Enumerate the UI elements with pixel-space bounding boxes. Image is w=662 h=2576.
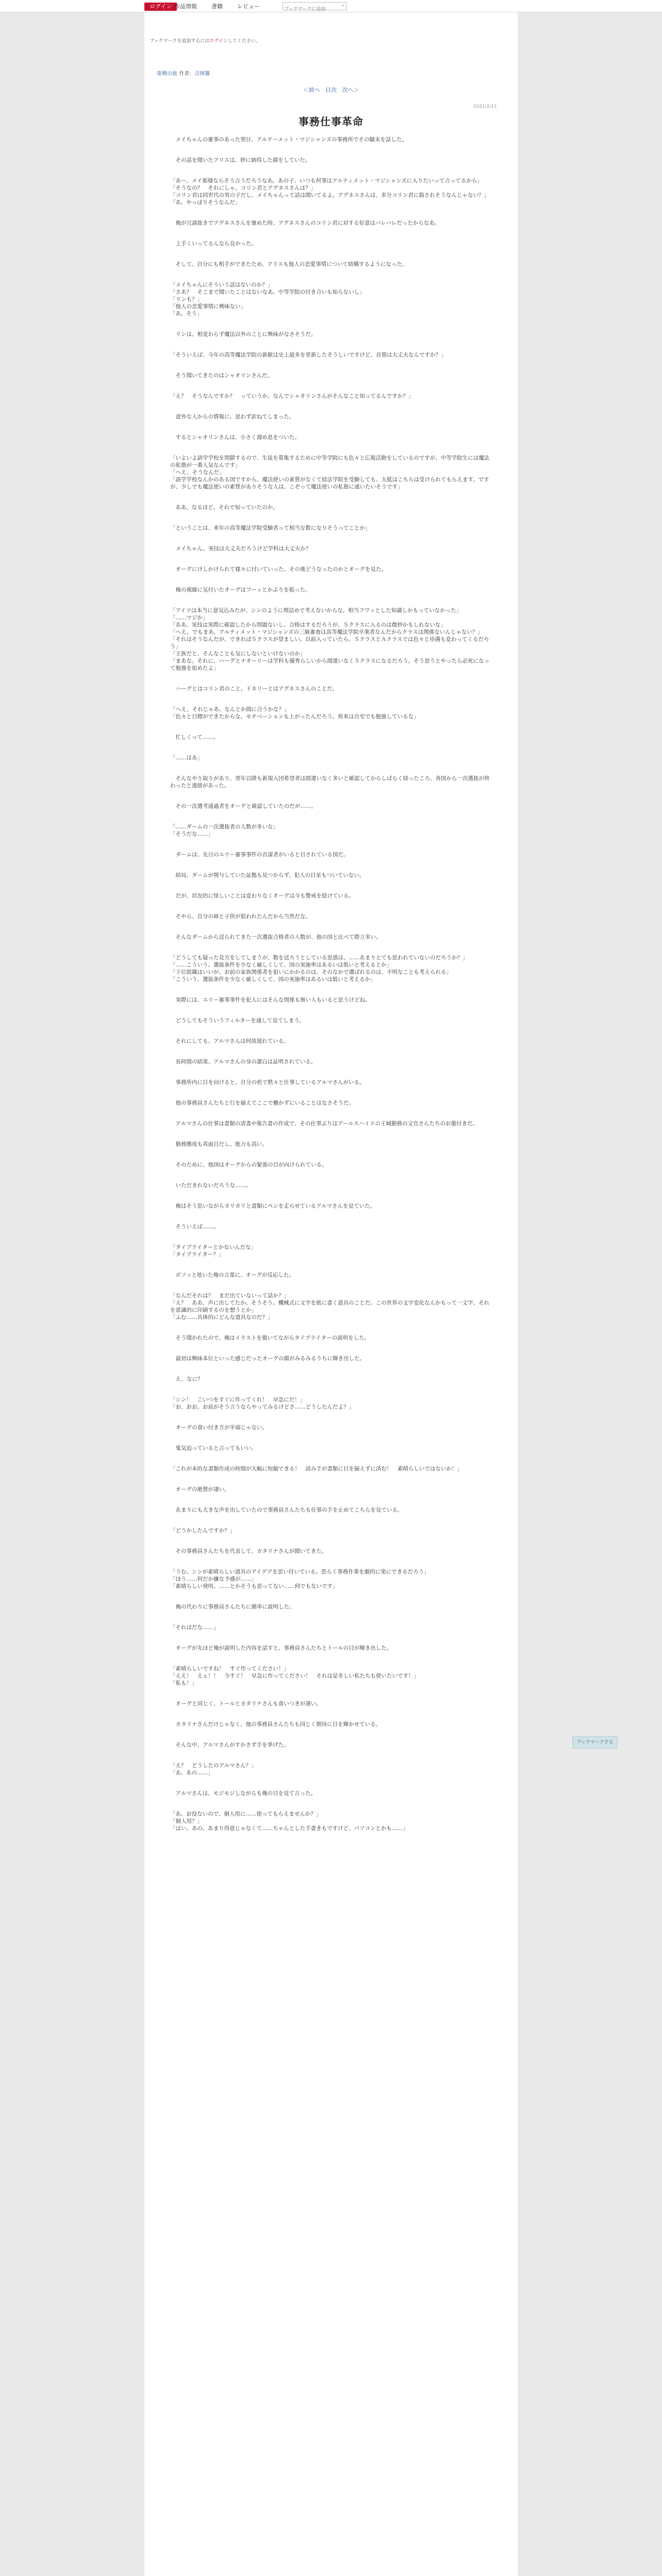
nav-item-books[interactable]: 書籍 <box>211 3 223 10</box>
paragraph: ダームは、先日のエリー審事事件の首謀者がいると目されている国だ。 <box>170 852 349 858</box>
search-input[interactable] <box>283 6 339 13</box>
paragraph: その一次選考通過者をオーグと確認していたのだが……。 <box>170 803 317 809</box>
paragraph: 「メイちゃんにそういう話はないのか？」 「さあ？ そこまで聞いたことはないなあ。中等学院の付き合いも知らないし」 「リンも？」 「他人の恋愛事情に興味ない」 「あ、そう」 <box>170 282 365 317</box>
paragraph: アルマさんは、モジモジしながらも俺の目を見て言った。 <box>170 1790 317 1797</box>
search-box[interactable] <box>283 2 346 10</box>
main-content <box>144 12 518 2576</box>
paragraph: 「これが本的な書類作成の時間が大幅に短縮できる！ 読み手が書類に目を揃えずに済む！ 素晴らしいではないか！」 <box>170 1466 462 1472</box>
paragraph: 「アイツは本当に意気込みたが、シンのように理詰めで考えないからな。相当フワッとした知識しかもっていなかった」 「……マジか」 「ああ、実技は実際に確認したから問題ないし、合格はするだろうが、Ｓクラスに入るのは微妙かもしれないな」 「へえ、でもまあ、アルティメット・マジシャンズの三級審査は高等魔法学院卒業者なんだからクラスは関係ないんじゃない？」 「それはそうなんだが、できればＳクラスが望ましい。以前入っていたら、ＳクラスとＡクラスでは色々と待遇も変わってくるだろう」 「王族だと、そんなことも気にしないといけないのか」 「まあな。それに、ハーグとナオーリーは学科も優秀らしいから間違いなくＳクラスになるだろう。そう思うとやったら必死になって勉強を始めたよ」 <box>170 607 490 671</box>
paragraph: 鬼気迫っていると言ってもいい。 <box>170 1445 257 1451</box>
paragraph: そして、自分にも相手ができたため、アリスも他人の恋愛事情について結構するようになった。 <box>170 261 408 267</box>
paragraph: そのために、他国はオーグからの緊張の目が向けられている。 <box>170 1162 327 1168</box>
paragraph: そういえば……。 <box>170 1224 219 1230</box>
notice-login-link[interactable]: ログイン <box>209 39 228 44</box>
paragraph: 意外な人からの情報に、思わず訳ねてしまった。 <box>170 414 295 420</box>
paragraph: 「へえ、それじゃあ、なんとか間に合うかな？」 「色々と目標ができたからな。モチベーションも上がったんだろう。将来は自宅でも勉強しているな」 <box>170 706 419 720</box>
paragraph: 俺はそう思いながらカリカリと書類にペンを走らせているアルマさんを見ていた。 <box>170 1203 376 1209</box>
paragraph: そう聞いてきたのはシャオリンさんだ。 <box>170 372 273 379</box>
paragraph: 勤務態度も真面目だし、能力も高い。 <box>170 1141 268 1147</box>
paragraph: そんなやり取りがあり、翌年以降も新規入団希望者は間違いなく多いと確認してからしばらく経ったころ、各国から一次選抜が終わったと連絡があった。 <box>170 775 490 789</box>
paragraph: カタリナさんだけじゃなく、他の事務員さんたちも同じく期待に目を輝かせている。 <box>170 1721 382 1727</box>
paragraph: オーグにけしかけられて様々に付いていった、その後どうなったのかとオーグを見た。 <box>170 566 387 572</box>
nav-item-works[interactable]: 作品情報 <box>174 3 197 10</box>
paragraph: 他の事務員さんたちと行を揃えてここで働かずにいることはなさそうだ。 <box>170 1100 354 1106</box>
paragraph: 「どうしても疑った見方をしてしまうが、数を送ろうとしている思惑は、……あまりとても思われていないのだろうか？」 「……こういう、選抜条件を少なく厳しくして、国の実施率はあるいは低いと考えるとか」 「下位組織はいいが、お前の家族関係者を狙いにかかるのは、そのなかで選ばれるのは、不明なことも考えられる」 「こういう、選抜条件を少なく厳しくして、国の実施率はあるいは低いと考えるか」 <box>170 955 468 982</box>
paragraph: 事務所内に目を向けると、自分の机で黙々と仕事しているアルマさんがいる。 <box>170 1079 365 1086</box>
paragraph: 「素晴らしいですね！ すぐ作ってください！」 「ええ！ えぇ！！ 今すぐ！ 早急に作ってください！ それは是非しい私たちも使いたいです！」 「私も！」 <box>170 1666 419 1686</box>
paragraph: するとシャオリンさんは、小さく溜め息をついた。 <box>170 434 300 440</box>
paragraph: その話を聞いたアリスは、妙に納得した顔をしていた。 <box>170 157 311 163</box>
breadcrumb-author-link[interactable]: 吉岡馨 <box>194 71 210 77</box>
notice-suffix: してください。 <box>227 39 260 44</box>
paragraph: 長時間の結果、アルマさんの身の潔白は証明されている。 <box>170 1059 317 1065</box>
paragraph: その事務員さんたちを代表して、カタリナさんが聞いてきた。 <box>170 1548 327 1554</box>
paragraph: オーグの絶賛が凄い。 <box>170 1486 230 1493</box>
paragraph: 実際には、エリー審事事件を犯人にはそんな関係も無い人もいると思うけどね。 <box>170 997 371 1003</box>
paragraph: 「え？ どうしたのアルマさん？」 「あ、あの……」 <box>170 1762 257 1776</box>
login-button[interactable]: ログイン <box>144 3 177 11</box>
paragraph: え、なに？ <box>170 1376 203 1382</box>
breadcrumb <box>157 69 210 77</box>
paragraph: そう聞かれたので、俺はイラストを描いてながらタイプライターの説明をした。 <box>170 1335 370 1341</box>
paragraph: どうしてもそういうフィルターを通して見てしまう。 <box>170 1018 305 1024</box>
paragraph: 「ということは、来年の高等魔法学院受験者って相当な数になりそうってことか」 <box>170 525 371 531</box>
paragraph: ああ、なるほど。それで知っていたのか。 <box>170 504 278 511</box>
paragraph: 「タイプライターとかないんだな」 「タイプライター？」 <box>170 1244 257 1258</box>
next-link[interactable]: 次へ＞ <box>342 87 359 93</box>
paragraph: ハーグとはコリン君のこと。ドネリーとはアグネスさんのことだ。 <box>170 686 338 692</box>
paragraph: 「そういえば、今年の高等魔法学院の新歓は史上最多を更新したそうしいですけど、首領は大丈夫なんですか？」 <box>170 352 446 358</box>
paragraph: そんなダームから送られてきた一次選抜合格者の人数が、他の国と比べて際立多い。 <box>170 934 382 940</box>
paragraph: そやら、自分の姉と子供が狙われたんだから当然だな。 <box>170 913 311 920</box>
paragraph: 結局、ダームが関与していた証拠も見つからず、犯人の目星もついていない。 <box>170 872 365 878</box>
paragraph: そんな中、アルマさんがすかさず手を挙げた。 <box>170 1742 289 1748</box>
paragraph: あまりにも大きな声を出していたので事務員さんたちも仕事の手を止めてこちらを見ている。 <box>170 1507 403 1513</box>
paragraph: 俺の代わりに事務員さんたちに簡単に説明した。 <box>170 1604 295 1610</box>
paragraph: メイちゃんの審事のあった翌日、アルテーメット・マジシャンズの事務所でその騒末を話した。 <box>170 137 407 143</box>
publish-date: 2021/2/11 <box>473 104 497 109</box>
paragraph: 「シン！ こいつをすぐに作ってくれ！ 早急にだ！」 「お、おお。お前がそう言うならやってみるけどさ……どうしたんだよ？」 <box>170 1397 354 1410</box>
paragraph: オーグの食い付き方が半端じゃない。 <box>170 1425 268 1431</box>
paragraph: 俺が冗談抜きでアグネスさんを褒めた時、アグネスさんのコリン君に対する好意はバレバレだったからなあ。 <box>170 220 440 226</box>
paragraph: オーグが先ほど俺が説明した内容を話すと、事務員さんたちとトールの目が輝き出した。 <box>170 1645 392 1651</box>
paragraph: 「……はあ」 <box>170 755 203 761</box>
notice-prefix: ブックマークを追加するには <box>150 39 210 44</box>
paragraph: 「あ、お役ないので、個人用に……使ってもらえませんか？」 「個人用？」 「はい。あの、あまり得意じゃなくて……ちゃんとした手書きもですけど、パソコンとかも……」 <box>170 1811 408 1832</box>
bookmark-button[interactable]: ブックマークする <box>572 1736 618 1749</box>
breadcrumb-series-link[interactable]: 重戦の旅 <box>157 71 177 77</box>
paragraph: 「それはだな……」 <box>170 1624 219 1631</box>
search-icon[interactable]: ⌕ <box>341 3 344 8</box>
paragraph: それにしても、アルマさんは何故遅れている。 <box>170 1038 289 1044</box>
nav-item-reviews[interactable]: レビュー <box>237 3 260 10</box>
paragraph: 「……ダームの一次選抜者の人数が多いな」 「そうだな……」 <box>170 824 278 837</box>
paragraph: オーグと同じく、トールとカタリナさんも食いつきが凄い。 <box>170 1701 322 1707</box>
paragraph: ボソッと呟いた俺の言葉に、オーグが反応した。 <box>170 1272 294 1278</box>
paragraph: 上手くいってるんなら良かった。 <box>170 241 257 247</box>
paragraph: リンは、相変わらず魔法以外のことに興味がなさそうだ。 <box>170 331 317 337</box>
paragraph: 「うむ。シンが素晴らしい道具のアイデアを思い付いている。恐らく事務作業を劇的に楽にできるだろう」 「ほう……何だか嫌な予感が……」 「素晴らしい発明、……とかそうも思ってない……何でもないです」 <box>170 1569 429 1589</box>
paragraph: 「いよいよ語学学校を閉鎖するので、生徒を募集するために中等学院にも色々と広報活動をしているのですが、中等学院生には魔法の私塾が一番人気なんです」 「へえ、そうなんだ」 「語学学校なんかのある国ですから、魔法使いの素質がなくて経法学院を受験しても、大抵はこちらは受けられてもらえます。ですが、少しでも魔法使いの素質がありそうな人は、こぞって魔法使いの私塾に通いたいそうです」 <box>170 455 490 490</box>
paragraph: メイちゃん、実技は大丈夫だろうけど学科は大丈夫か？ <box>170 546 311 552</box>
top-navigation-bar <box>0 0 662 12</box>
paragraph: 忙しくって……。 <box>170 734 219 740</box>
paragraph: 「あー、メイ姫様ならそう言うだろうなあ。あの子、いつも何事はアルティメット・マジシャンズに入りたいって言ってるから」 「そうなの？ それにしゃ、コリン君とアグネスさんは？」 「コリン君は同世代の男の子だし、メイちゃんって話は聞いてるよ。アグネスさんは、多分コリン君に殺されそうなんじゃない？」 「あ、やっぱりそうなんだ」 <box>170 178 489 206</box>
paragraph: だが、状況的に怪しいことは変わりなくオーグは今も警戒を続けている。 <box>170 893 354 899</box>
paragraph: 俺の視線に気付いたオーグはフーッとかぶりを振った。 <box>170 587 311 593</box>
paragraph: 「なんだそれは？ まだ出ていないって話か？」 「え？ ああ、声に出してたか。そうそう。機械式に文字を紙に書く道具のことだ。この世界の文字変化なんかもって一文字、それを意識的に印刷するのを想うとか」 「ふむ……具体的にどんな道具なのだ？」 <box>170 1293 490 1320</box>
toc-link[interactable]: 目次 <box>325 87 337 93</box>
paragraph: いただきれないだろうな……。 <box>170 1182 252 1189</box>
pager-top <box>144 86 518 94</box>
author-label: 作者： <box>179 71 195 77</box>
prev-link[interactable]: ＜前へ <box>303 87 320 93</box>
paragraph: アルマさんの仕事は書類の清書や報告書の作成で、その仕事ぶりはアールスハイドの王城勤務の文官さんたちのお墨付きだ。 <box>170 1121 478 1127</box>
paragraph: 最初は興味本位といった感じだったオーグの顔がみるみるうちに輝き出した。 <box>170 1355 365 1362</box>
chapter-body <box>170 136 492 1845</box>
paragraph: 「え？ そうなんですか？ っていうか、なんでシャオリンさんがそんなこと知ってるんですか？」 <box>170 393 414 399</box>
chapter-title: 事務仕事革命 <box>299 115 363 128</box>
paragraph: 「どうかしたんですか？」 <box>170 1528 235 1534</box>
bookmark-notice <box>150 37 260 44</box>
